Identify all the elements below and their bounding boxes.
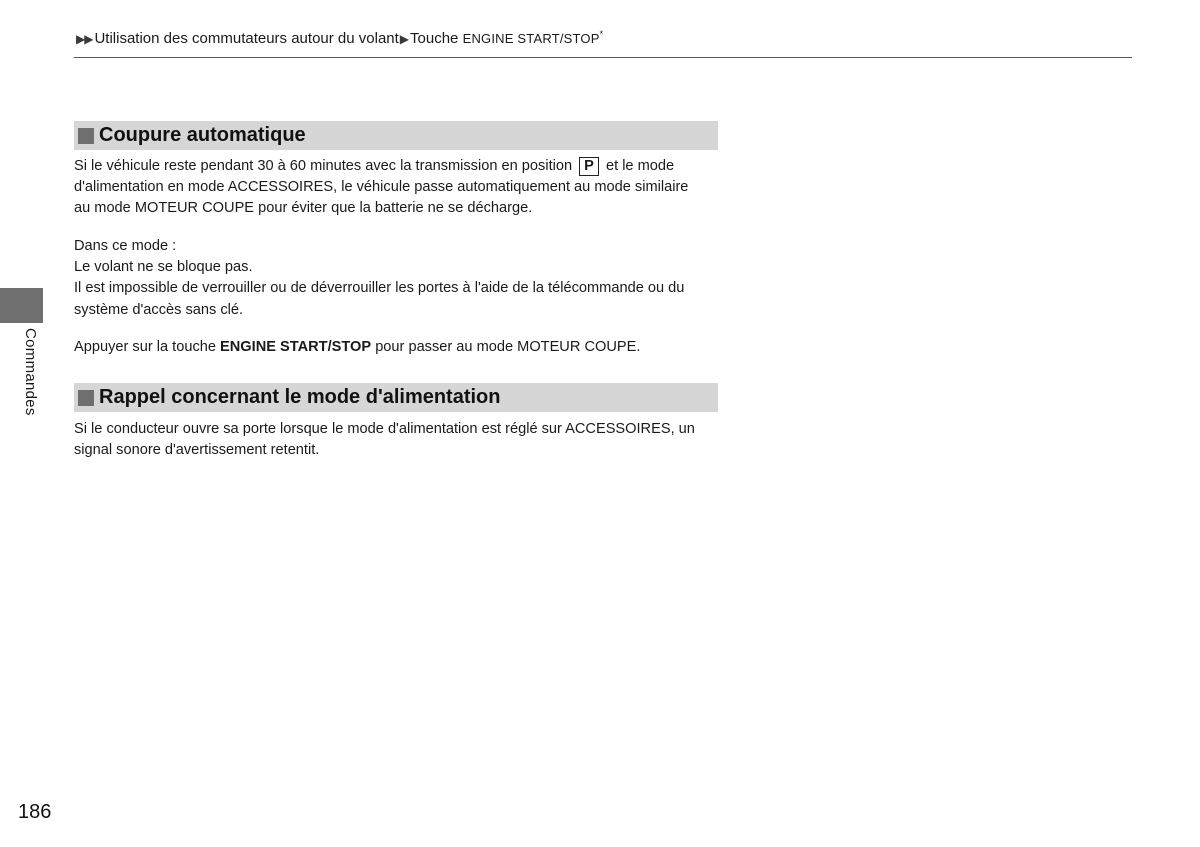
text-line: signal sonore d'avertissement retentit.	[74, 442, 320, 459]
breadcrumb-engine: ENGINE START/STOP	[462, 31, 600, 46]
text-fragment: Si le véhicule reste pendant 30 à 60 minutes avec la transmission en position	[74, 158, 573, 174]
text-line: Dans ce mode :	[74, 238, 177, 254]
text-line: Si le conducteur ouvre sa porte lorsque le mode d'alimentation est réglé sur ACCESSOIRES, un	[74, 421, 695, 437]
paragraph-coupure-intro	[74, 156, 734, 220]
breadcrumb-touche: Touche	[410, 30, 459, 47]
header-divider	[74, 57, 1132, 58]
text-line: Il est impossible de verrouiller ou de déverrouiller les portes à l'aide de la télécommande ou du	[74, 280, 685, 297]
text-fragment: pour passer au mode MOTEUR COUPE.	[375, 339, 641, 355]
breadcrumb	[76, 24, 603, 49]
text-line	[74, 156, 734, 177]
section-header-coupure	[74, 121, 718, 150]
text-line: système d'accès sans clé.	[74, 301, 244, 318]
paragraph-dans-ce-mode	[74, 236, 734, 321]
text-fragment: et le mode	[605, 158, 675, 174]
text-line: Le volant ne se bloque pas.	[74, 259, 253, 276]
square-marker-icon	[78, 128, 94, 144]
section-header-rappel	[74, 383, 718, 412]
section-title: Rappel concernant le mode d'alimentation	[99, 386, 501, 408]
paragraph-rappel	[74, 419, 734, 461]
square-marker-icon	[78, 390, 94, 406]
chapter-label: Commandes	[22, 328, 39, 416]
text-line	[74, 337, 734, 358]
chapter-tab-marker	[0, 288, 43, 323]
page-number: 186	[18, 801, 52, 823]
text-line: d'alimentation en mode ACCESSOIRES, le véhicule passe automatiquement au mode similaire	[74, 179, 689, 196]
paragraph-appuyer	[74, 337, 734, 358]
text-fragment: Appuyer sur la touche	[74, 339, 216, 355]
arrow-right-icon: ▶	[399, 32, 410, 46]
engine-start-stop-label: ENGINE START/STOP	[220, 339, 372, 355]
breadcrumb-asterisk: *	[599, 29, 604, 39]
park-position-box: P	[579, 157, 599, 176]
breadcrumb-section: Utilisation des commutateurs autour du volant	[94, 30, 399, 47]
section-title: Coupure automatique	[99, 124, 306, 146]
text-line: au mode MOTEUR COUPE pour éviter que la batterie ne se décharge.	[74, 200, 533, 217]
double-arrow-right-icon: ▶▶	[76, 32, 93, 46]
